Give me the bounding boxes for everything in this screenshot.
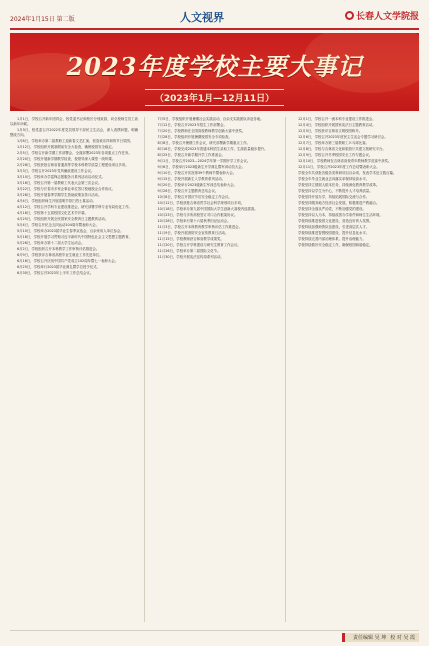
logo-emblem-icon <box>345 11 354 20</box>
chronicle-entry: 10月8日，学校召开国庆节后安全稳定工作会议。 <box>157 195 232 199</box>
chronicle-entry: 10月23日，学校与多所高校签订对口合作框架协议。 <box>157 213 238 217</box>
chronicle-entry: 11月9日，学校开展消防安全宣传教育日活动。 <box>157 231 229 235</box>
chronicle-entry: 9月6日，学校举行2023级新生开学典礼暨军训动员大会。 <box>157 165 246 169</box>
chronicle-entry: 12月1日，学校召开一流本科专业建设工作推进会。 <box>298 117 376 121</box>
masthead-rule <box>10 28 419 30</box>
chronicle-entry: 学校持续推进智慧校园建设，提升信息化水平。 <box>298 231 370 235</box>
chronicle-entry: 学校全年共获批各级各类科研项目百余项，发表学术论文数百篇。 <box>298 171 397 175</box>
chronicle-entry: 4月25日，学校组织开展全民国家安全教育日主题教育活动。 <box>17 217 109 221</box>
chronicle-entry: 5月18日，学校开展学习贯彻习近平新时代中国特色社会主义思想主题教育。 <box>17 235 132 239</box>
chronicle-entry: 8月18日，学校完成2023年普通本科招生录取工作，生源质量稳步提升。 <box>157 147 268 151</box>
chronicle-entry: 3月10日，学校举办学雷锋志愿服务月系列活动启动仪式。 <box>17 175 105 179</box>
chronicle-entry: 12月8日，学校与吉林省文化和旅游厅共建文旅研究平台。 <box>298 147 386 151</box>
chronicle-entry: 9月26日，学校召开主题教育总结会议。 <box>157 189 219 193</box>
chronicle-entry: 11月26日，学校举办第二届国际文化节。 <box>157 249 221 253</box>
column-divider <box>285 117 286 622</box>
chronicle-entry: 4月12日，学校召开学科专业建设推进会，研究部署学科专业布局优化工作。 <box>17 205 132 209</box>
chronicle-entry: 学校坚持服务地方经济社会发展，积极推进产教融合。 <box>298 201 380 205</box>
article-column-2 <box>151 117 279 622</box>
chronicle-entry: 7月12日，学校召开2023年招生工作部署会。 <box>157 123 227 127</box>
chronicle-entry: 学校持续加强师资队伍建设，引进高层次人才。 <box>298 225 370 229</box>
chronicle-entry: 12月7日，学校举办第三届教职工乒乓球比赛。 <box>298 141 369 145</box>
banner-subtitle: （2023年1月—12月11日） <box>145 89 284 106</box>
logo-text: 长春人文学院报 <box>355 12 419 22</box>
chronicle-entry: 7月5日，学校组织开展暑期社会实践活动，百余支实践团队奔赴各地。 <box>157 117 264 121</box>
chronicle-entry: 5月10日，学校举办2023届毕业生春季双选会，百余家用人单位参会。 <box>17 229 124 233</box>
chronicle-entry: 学校坚持以人为本，持续改善办学条件和师生生活环境。 <box>298 213 383 217</box>
section-title: 人文视界 <box>180 11 224 24</box>
chronicle-entry: 学校全年毕业生就业去向落实率保持较高水平。 <box>298 177 370 181</box>
issue-date: 2024年1月15日 第二版 <box>10 16 75 23</box>
chronicle-entry: 1月12日，学校组织开展寒假前安全大检查，确保校园安全稳定。 <box>17 145 116 149</box>
chronicle-entry: 12月9日，学校召开冬季校园安全工作专题会议。 <box>298 153 373 157</box>
chronicle-entry: 6月9日，学校获评吉林省高校毕业生就业工作先进单位。 <box>17 253 103 257</box>
chronicle-entry: 学校坚持立德树人根本任务，持续深化教育教学改革。 <box>298 183 380 187</box>
chronicle-entry: 1月8日，学校举办第二届教职工迎新春文艺汇演，营造欢乐祥和的节日氛围。 <box>17 139 134 143</box>
chronicle-entry: 12月6日，学校召开2023年度民主生活会专题学习研讨会。 <box>298 135 388 139</box>
chronicle-entry: 12月10日，学校教师在吉林省高校青年教师教学竞赛中获奖。 <box>298 159 392 163</box>
chronicle-entry: 11月3日，学校召开本科教育教学审核评估工作推进会。 <box>157 225 242 229</box>
chronicle-entry: 6月25日，学校举行2023届毕业典礼暨学位授予仪式。 <box>17 265 100 269</box>
chronicle-entry: 11月30日，学校开展宪法宣传周系列活动。 <box>157 255 224 259</box>
chronicle-entry: 10月18日，学校举办第九届中国国际大学生创新大赛校内选拔赛。 <box>157 207 258 211</box>
chronicle-entry: 5月4日，学校召开纪念五四运动104周年暨表彰大会。 <box>17 223 99 227</box>
chronicle-entry: 学校持续推进校园文化建设，营造良好育人氛围。 <box>298 219 373 223</box>
editor-credits <box>342 633 419 642</box>
chronicle-entry: 学校持续完善内部治理体系，提升治理能力。 <box>298 237 366 241</box>
article-column-1 <box>10 117 138 622</box>
chronicle-entry: 6月16日，学校召开庆祝中国共产党成立102周年暨七一表彰大会。 <box>17 259 119 263</box>
chronicle-entry: 12月4日，学校组织开展国家宪法日主题教育活动。 <box>298 123 376 127</box>
chronicle-entry: 学校坚持全面从严治党，不断加强党的建设。 <box>298 207 366 211</box>
column-divider <box>144 117 145 622</box>
masthead <box>10 6 419 30</box>
chronicle-entry: 3月16日，学校召开第一届教职工代表大会第三次会议。 <box>17 181 102 185</box>
chronicle-entry: 11月20日，学校召开学科建设与研究生教育工作会议。 <box>157 243 241 247</box>
chronicle-entry: 3月3日，学校召开2023年党风廉政建设工作会议。 <box>17 169 95 173</box>
chronicle-entry: 3月22日，学校与长春市多家企事业单位签订校地校企合作协议。 <box>17 187 116 191</box>
chronicle-entry: 9月10日，学校召开庆祝第39个教师节暨表彰大会。 <box>157 171 237 175</box>
chronicle-entry: 3月28日，学校开展春季学期学生资助政策宣传月活动。 <box>17 193 102 197</box>
chronicle-entry: 5月26日，学校举办第十二届大学生运动会。 <box>17 241 85 245</box>
chronicle-entry: 7月28日，学校组织开展暑期校园安全专项检查。 <box>157 135 232 139</box>
editor-line: 责任编辑 吴 坤 <box>353 635 387 641</box>
banner-title: 2023年度学校主要大事记 <box>66 52 363 81</box>
chronicle-entry: 1月1日，学校召开新年团拜会，校党委书记和校长分别致辞，向全校师生员工致以新年问候。 <box>10 117 138 126</box>
chronicle-entry: 2月28日，学校获批吉林省普通高等学校本科教学质量工程建设项目多项。 <box>17 163 129 167</box>
title-banner <box>10 33 419 111</box>
chronicle-entry: 4月18日，学校第十五届校园文化艺术节开幕。 <box>17 211 88 215</box>
banner-date-range <box>10 86 419 106</box>
chronicle-entry: 10月28日，学校举行第十六届秋季田径运动会。 <box>157 219 231 223</box>
chronicle-entry: 12月5日，学校获评吉林省文明校园称号。 <box>298 129 363 133</box>
chronicle-entry: 12月11日，学校召开2023年度工作总结暨表彰大会。 <box>298 165 380 169</box>
chronicle-entry: 8月8日，学校召开暑期工作会议，研究部署新学期重点工作。 <box>157 141 250 145</box>
chronicle-entry: 11月15日，学校教师获吉林省教学成果奖。 <box>157 237 224 241</box>
chronicle-entry: 6月2日，学校组织召开本科教学工作审核评估推进会。 <box>17 247 100 251</box>
article-columns <box>10 117 419 622</box>
chronicle-entry: 10月12日，学校获批吉林省哲学社会科学规划项目多项。 <box>157 201 245 205</box>
chronicle-entry: 学校持续做好安全稳定工作，确保校园和谐稳定。 <box>298 243 373 247</box>
chronicle-entry: 4月4日，学校组织师生开展清明节祭扫烈士墓活动。 <box>17 199 96 203</box>
chronicle-entry: 8月25日，学校召开新学期开学工作准备会。 <box>157 153 226 157</box>
chronicle-entry: 9月20日，学校举行2023级新生军训总结表彰大会。 <box>157 183 238 187</box>
chronicle-entry: 7月20日，学校教师在全国高校教师教学创新大赛中获奖。 <box>157 129 246 133</box>
chronicle-entry: 学校坚持开放办学，持续拓展国际交流与合作。 <box>298 195 370 199</box>
chronicle-entry: 9月15日，学校开展新生入学教育系列活动。 <box>157 177 226 181</box>
chronicle-entry: 6月30日，学校召开2023年上半年工作总结会议。 <box>17 271 94 275</box>
chronicle-entry: 2月5日，学校召开新学期工作部署会，全面部署2023年各项重点工作任务。 <box>17 151 132 155</box>
chronicle-entry: 2月20日，学校开展新学期教学检查，校领导深入课堂一线听课。 <box>17 157 116 161</box>
proofreader-line: 校 对 吴 霞 <box>390 635 415 641</box>
chronicle-entry: 1月5日，校党委召开2022年度党员领导干部民主生活会，深入查摆问题，明确整改方向。 <box>10 128 138 137</box>
newspaper-logo <box>345 9 419 22</box>
article-column-3 <box>291 117 419 622</box>
chronicle-entry: 学校坚持以学生为中心，不断提升人才培养质量。 <box>298 189 373 193</box>
chronicle-entry: 9月1日，学校召开2023—2024学年第一学期开学工作会议。 <box>157 159 251 163</box>
page-footer <box>10 630 419 643</box>
